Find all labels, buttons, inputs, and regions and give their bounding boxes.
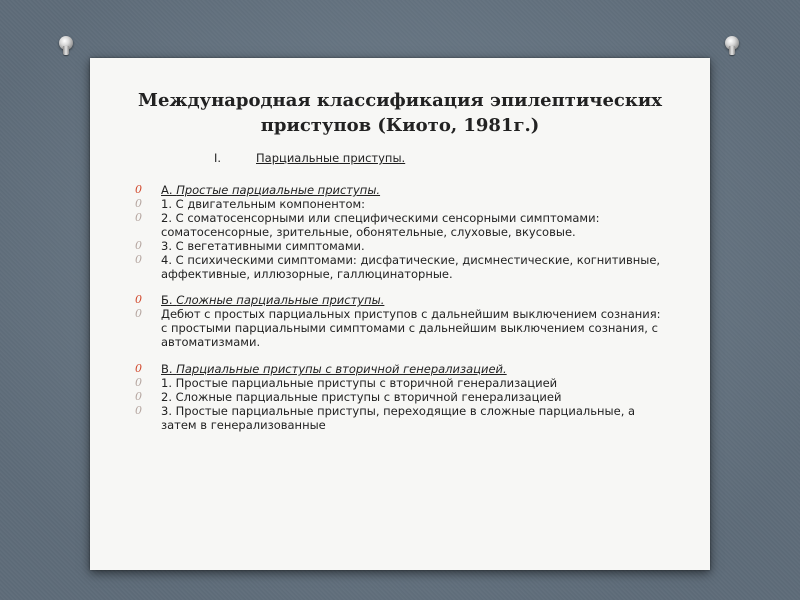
list-item: [135, 253, 665, 281]
group-letter: В.: [161, 362, 173, 376]
bullet-icon: 0: [135, 293, 142, 306]
list-item: [135, 404, 665, 432]
bullet-icon: 0: [135, 390, 142, 403]
list-item-text: 4. С психическими симптомами: дисфатические, дисмнестические, когнитивные, аффективные, иллюзорные, галлюцинаторные.: [161, 253, 661, 281]
group-b-heading: [135, 293, 665, 307]
slide-title: Международная классификация эпилептических приступов (Киото, 1981г.): [138, 90, 662, 136]
list-item: [135, 211, 665, 239]
bullet-icon: 0: [135, 253, 142, 266]
bullet-icon: 0: [135, 376, 142, 389]
list-item-text: 3. С вегетативными симптомами.: [161, 239, 365, 253]
list-item-text: 3. Простые парциальные приступы, переходящие в сложные парциальные, а затем в генерализованные: [161, 404, 636, 432]
group-c-heading: [135, 362, 665, 376]
list-item-text: 1. С двигательным компонентом:: [161, 197, 366, 211]
bullet-icon: 0: [135, 211, 142, 224]
group-letter: А.: [161, 183, 173, 197]
group-title: Парциальные приступы с вторичной генерализацией.: [176, 362, 507, 376]
list-item: [135, 376, 665, 390]
list-item-text: Дебют с простых парциальных приступов с дальнейшим выключением сознания: с простыми парциальными симптомами с дальнейшим выключением сознания, с автоматизмами.: [161, 307, 661, 349]
group-title: Сложные парциальные приступы.: [176, 293, 385, 307]
list-item-text: 2. Сложные парциальные приступы с вторичной генерализацией: [161, 390, 562, 404]
bullet-icon: 0: [135, 239, 142, 252]
bullet-icon: 0: [135, 362, 142, 375]
section-number: I.: [214, 151, 222, 165]
list-item: [135, 390, 665, 404]
list-item: [135, 307, 665, 349]
section-heading: [214, 151, 405, 165]
group-title: Простые парциальные приступы.: [176, 183, 381, 197]
group-letter: Б.: [161, 293, 173, 307]
list-item: [135, 239, 665, 253]
bullet-icon: 0: [135, 197, 142, 210]
section-label: Парциальные приступы.: [256, 151, 406, 165]
group-a-heading: [135, 183, 665, 197]
bullet-icon: 0: [135, 183, 142, 196]
slide-content: [135, 183, 665, 432]
pushpin-left-icon: [58, 36, 74, 56]
bullet-icon: 0: [135, 307, 142, 320]
pushpin-right-icon: [724, 36, 740, 56]
list-item-text: 1. Простые парциальные приступы с вторичной генерализацией: [161, 376, 558, 390]
list-item: [135, 197, 665, 211]
list-item-text: 2. С соматосенсорными или специфическими сенсорными симптомами: соматосенсорные, зрительные, обонятельные, слуховые, вкусовые.: [161, 211, 600, 239]
bullet-icon: 0: [135, 404, 142, 417]
